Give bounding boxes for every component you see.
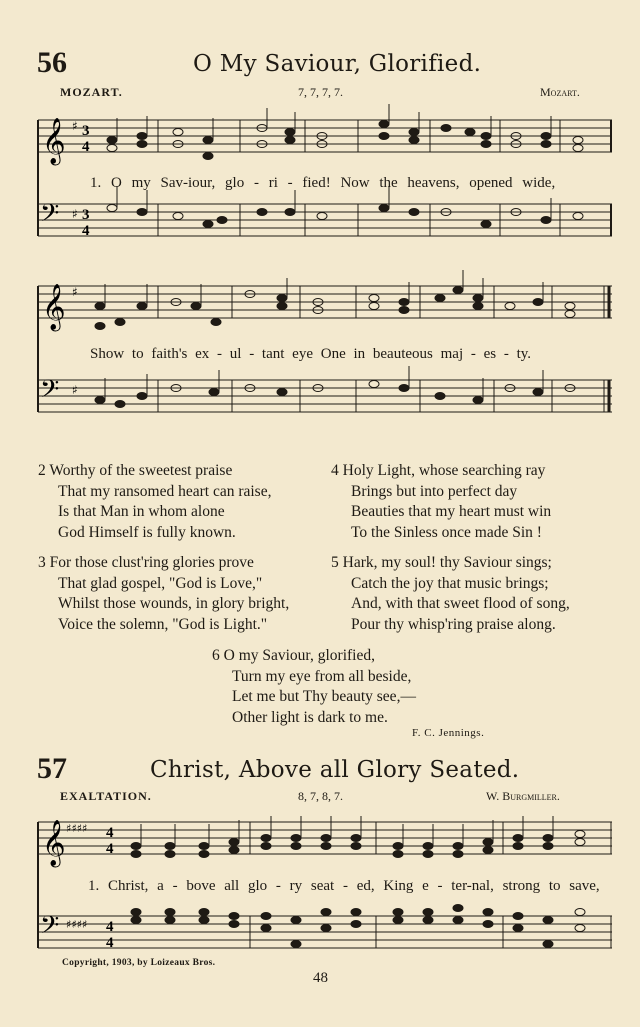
hymn-56-stanza-4 — [331, 461, 551, 543]
stanza-line: Brings but into perfect day — [351, 482, 518, 500]
svg-text:𝄞: 𝄞 — [42, 284, 66, 330]
svg-text:𝄞: 𝄞 — [42, 820, 66, 866]
stanza-line: Whilst those wounds, in glory bright, — [58, 595, 290, 612]
svg-text:4: 4 — [82, 139, 90, 155]
svg-text:♯♯♯♯: ♯♯♯♯ — [66, 918, 88, 931]
hymn-56-stanza-3 — [38, 553, 289, 635]
stanza-line: To the Sinless once made Sin ! — [351, 523, 542, 541]
stanza-line: Pour thy whisp'ring praise along. — [351, 615, 556, 633]
hymn-56-meter: 7, 7, 7, 7. — [298, 85, 343, 99]
hymn-57-number: 57 — [37, 752, 67, 785]
stanza-line: Beauties that my heart must win — [351, 503, 552, 520]
hymn-56-line-2-lyric: Show to faith's ex - ul - tant eye One in beauteous maj - es - ty. — [90, 346, 532, 362]
hymn-56-composer: Mozart. — [540, 85, 580, 99]
svg-text:♯: ♯ — [72, 285, 78, 299]
hymn-56-line-1-lyric: 1. O my Sav-iour, glo - ri - fied! Now the heavens, opened wide, — [90, 175, 556, 191]
svg-text:4: 4 — [106, 919, 114, 935]
svg-text:♯: ♯ — [72, 207, 78, 221]
hymn-56-tune: MOZART. — [60, 85, 123, 99]
svg-text:𝄢: 𝄢 — [40, 375, 60, 410]
svg-text:4: 4 — [106, 935, 114, 951]
hymn-57-line-1-lyric: 1. Christ, a - bove all glo - ry seat - ed, King e - ter-nal, strong to save, — [88, 878, 600, 894]
stanza-line: Catch the joy that music brings; — [351, 574, 549, 592]
stanza-line: 3 For those clust'ring glories prove — [38, 554, 254, 571]
stanza-line: Let me but Thy beauty see,— — [232, 688, 416, 705]
hymn-56-author: F. C. Jennings. — [412, 727, 485, 739]
stanza-line: Turn my eye from all beside, — [232, 667, 412, 685]
svg-text:4: 4 — [106, 841, 114, 857]
stanza-line: 5 Hark, my soul! thy Saviour sings; — [331, 554, 552, 571]
svg-text:4: 4 — [106, 825, 114, 841]
svg-text:♯♯♯♯: ♯♯♯♯ — [66, 822, 88, 835]
hymn-57-tune: EXALTATION. — [60, 789, 152, 803]
svg-text:𝄢: 𝄢 — [40, 911, 60, 946]
svg-text:4: 4 — [82, 223, 90, 239]
hymn-56-number: 56 — [37, 46, 67, 79]
hymn-56-stanza-6 — [212, 646, 416, 728]
stanza-line: 2 Worthy of the sweetest praise — [38, 462, 233, 479]
hymn-57-meter: 8, 7, 8, 7. — [298, 789, 343, 803]
stanza-line: That my ransomed heart can raise, — [58, 482, 272, 500]
svg-text:3: 3 — [82, 207, 90, 223]
hymn-56-stanza-2 — [38, 461, 271, 543]
hymn-56-title: O My Saviour, Glorified. — [193, 51, 482, 77]
stanza-line: 4 Holy Light, whose searching ray — [331, 462, 546, 479]
stanza-line: 6 O my Saviour, glorified, — [212, 647, 375, 664]
stanza-line: Voice the solemn, "God is Light." — [58, 615, 268, 633]
stanza-line: And, with that sweet flood of song, — [351, 595, 570, 612]
svg-text:𝄞: 𝄞 — [42, 118, 66, 164]
stanza-line: Other light is dark to me. — [232, 708, 388, 726]
hymn-57-composer: W. Burgmiller. — [486, 789, 560, 803]
copyright-notice: Copyright, 1903, by Loizeaux Bros. — [62, 958, 216, 968]
svg-text:3: 3 — [82, 123, 90, 139]
page-number: 48 — [313, 970, 328, 986]
hymn-56-stanza-5 — [331, 553, 570, 635]
stanza-line: Is that Man in whom alone — [58, 503, 225, 520]
stanza-line: That glad gospel, "God is Love," — [58, 574, 263, 592]
svg-text:𝄢: 𝄢 — [40, 199, 60, 234]
stanza-line: God Himself is fully known. — [58, 523, 236, 541]
svg-text:♯: ♯ — [72, 119, 78, 133]
svg-text:♯: ♯ — [72, 383, 78, 397]
hymn-57-title: Christ, Above all Glory Seated. — [150, 757, 520, 783]
